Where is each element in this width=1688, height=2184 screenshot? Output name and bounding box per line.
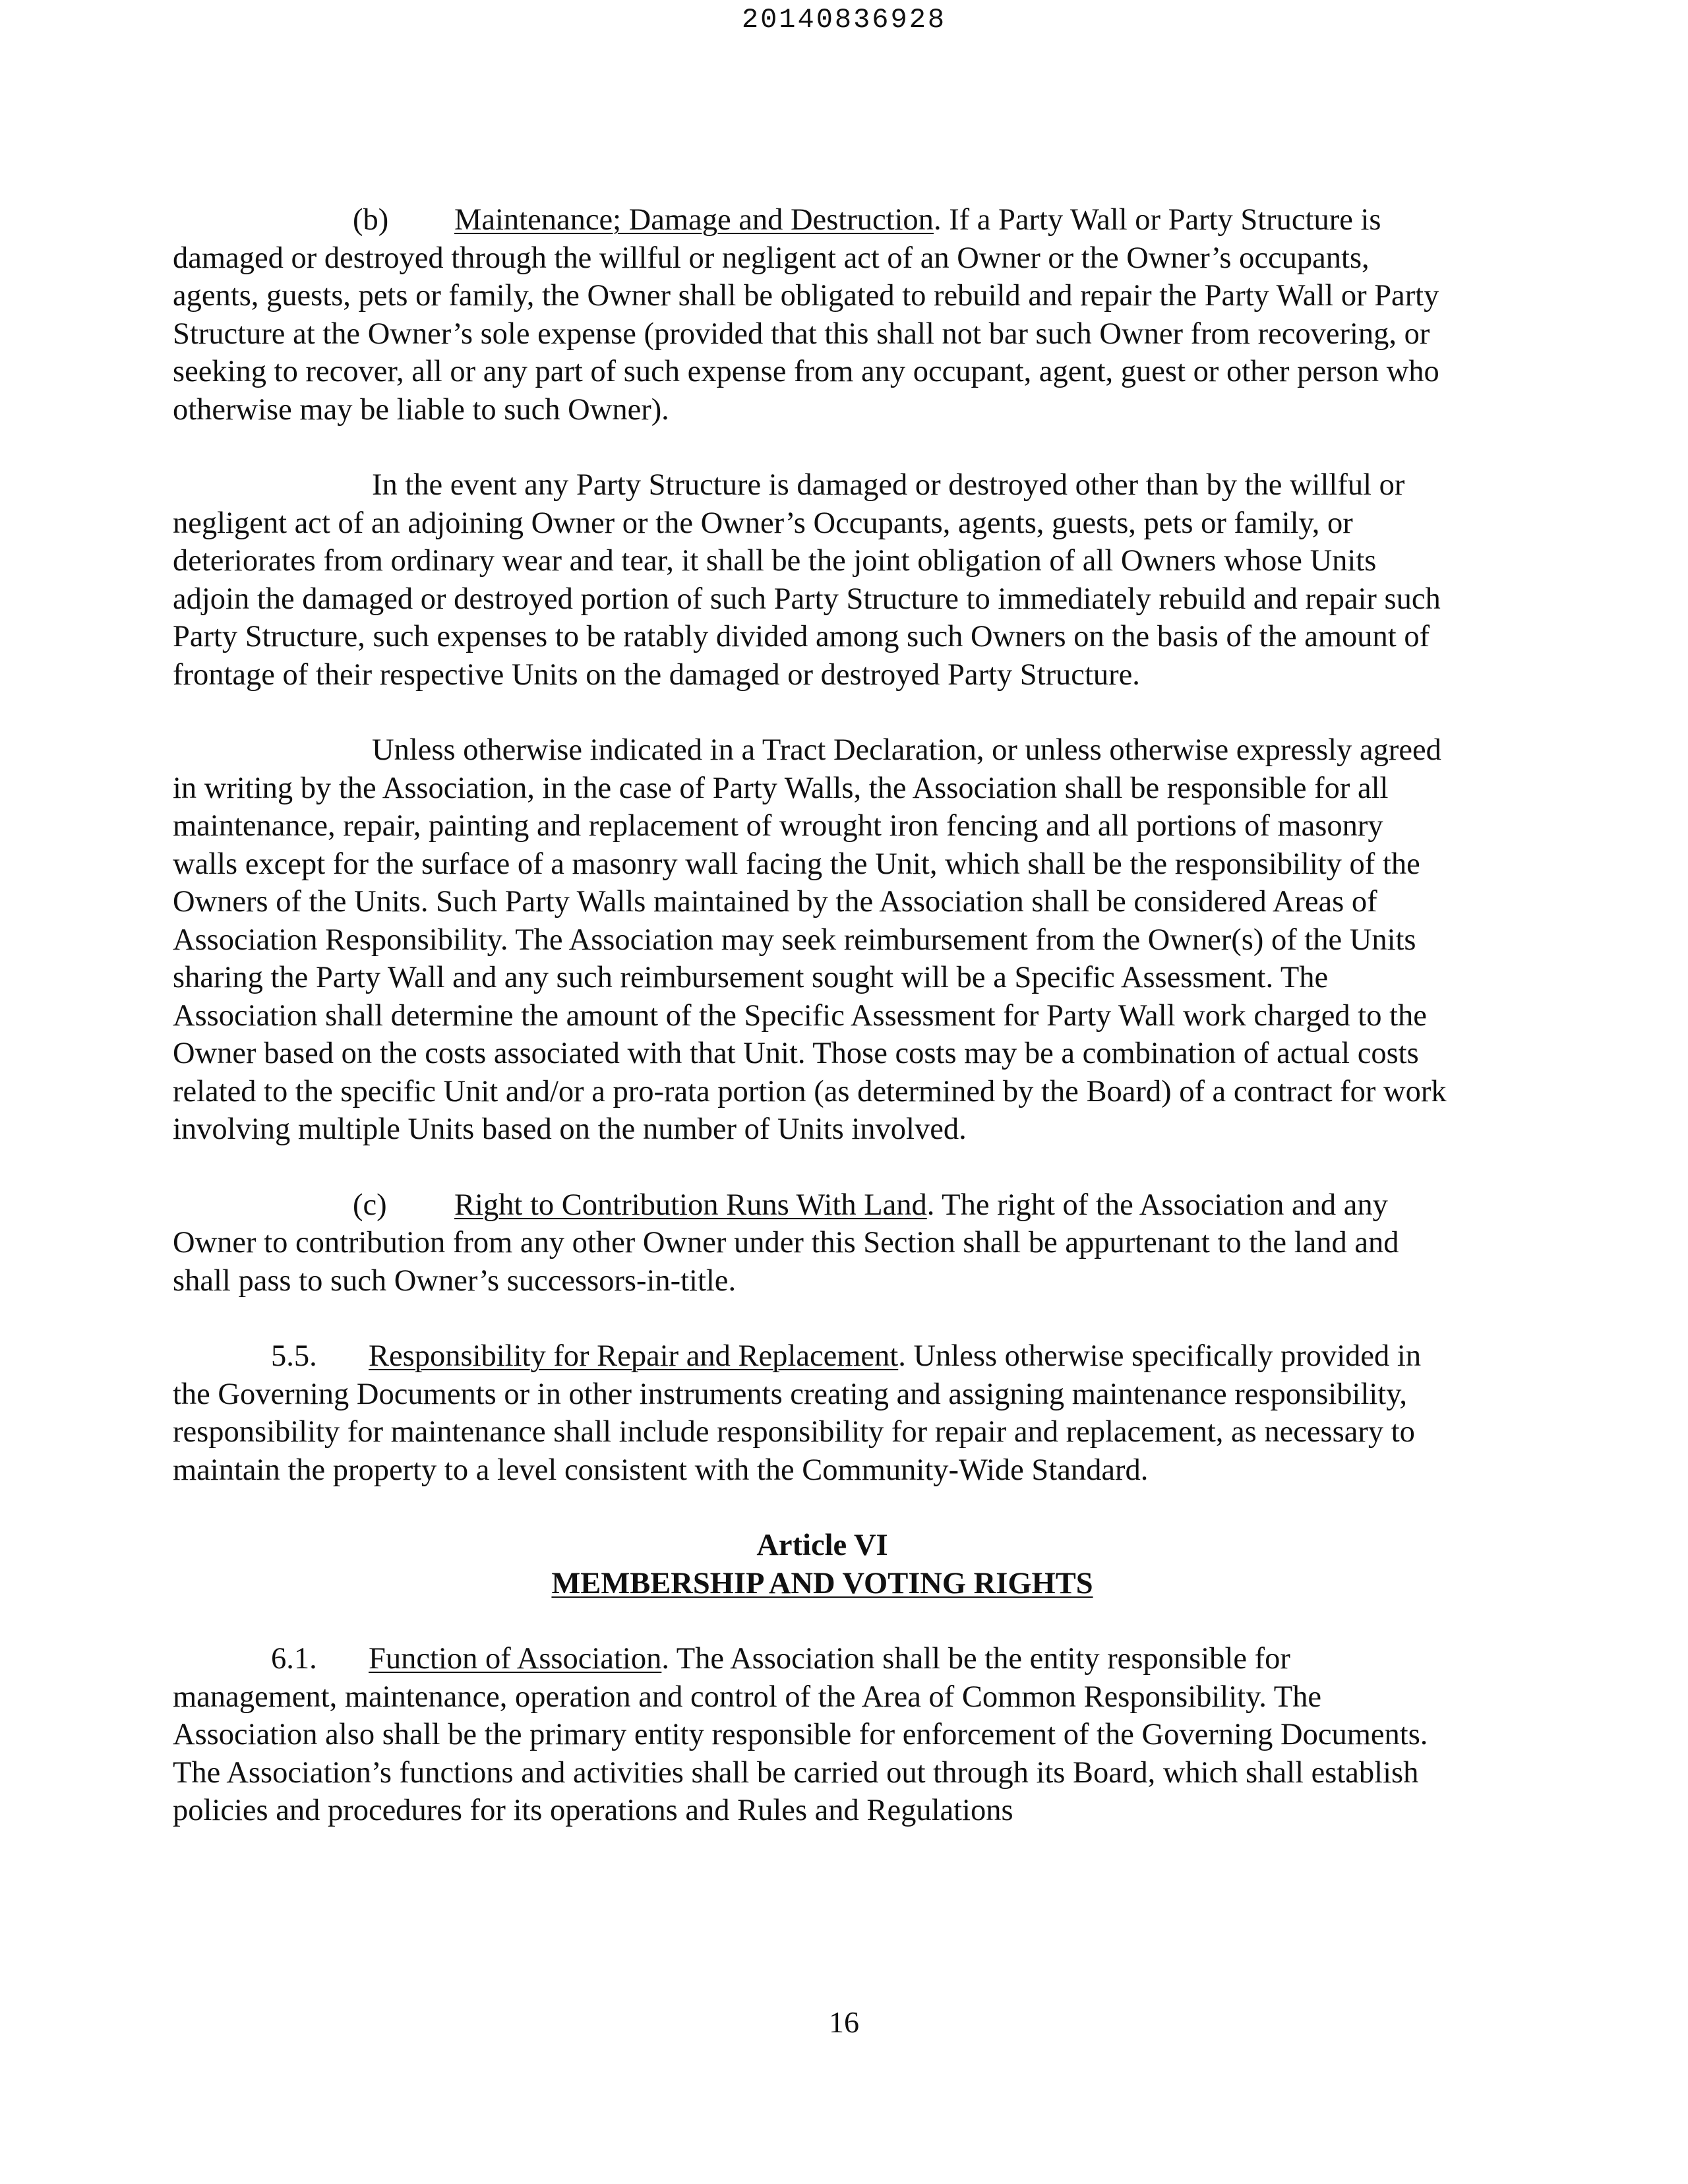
section-5-5-paragraph bbox=[173, 1337, 1452, 1489]
page-number: 16 bbox=[829, 2005, 859, 2039]
section-c-title: Right to Contribution Runs With Land bbox=[454, 1188, 927, 1222]
section-b-paragraph-3-text: Unless otherwise indicated in a Tract Declaration, or unless otherwise expressly agreed in writing by the Association, in the case of Party Walls, the Association shall be responsible for all maintenance, repair, painting and replacement of wrought iron fencing and all portions of masonry walls except for the surface of a masonry wall facing the Unit, which shall be the responsibility of the Owners of the Units. Such Party Walls maintained by the Association shall be considered Areas of Association Responsibility. The Association may seek reimbursement from the Owner(s) of the Units sharing the Party Wall and any such reimbursement sought will be a Specific Assessment. The Association shall determine the amount of the Specific Assessment for Party Wall work charged to the Owner based on the costs associated with that Unit. Those costs may be a combination of actual costs related to the specific Unit and/or a pro-rata portion (as determined by the Board) of a contract for work involving multiple Units based on the number of Units involved. bbox=[173, 733, 1447, 1146]
section-b-label: (b) bbox=[353, 203, 389, 237]
section-b-title: Maintenance; Damage and Destruction bbox=[454, 203, 934, 237]
section-6-1-text: . The Association shall be the entity responsible for management, maintenance, operation and control of the Area of Common Responsibility. The Association also shall be the primary entity responsible for enforcement of the Governing Documents. The Association’s functions and activities shall be carried out through its Board, which shall establish policies and procedures for its operations and Rules and Regulations bbox=[173, 1642, 1428, 1827]
article-label: Article VI bbox=[756, 1529, 888, 1562]
section-c-text: . The right of the Association and any Owner to contribution from any other Owner under this Section shall be appurtenant to the land and shall pass to such Owner’s successors-in-title. bbox=[173, 1188, 1399, 1298]
section-b-text: . If a Party Wall or Party Structure is damaged or destroyed through the willful or negligent act of an Owner or the Owner’s occupants, agents, guests, pets or family, the Owner shall be obligated to rebuild and repair the Party Wall or Party Structure at the Owner’s sole expense (provided that this shall not bar such Owner from recovering, or seeking to recover, all or any part of such expense from any occupant, agent, guest or other person who otherwise may be liable to such Owner). bbox=[173, 203, 1439, 427]
section-6-1-title: Function of Association bbox=[369, 1642, 662, 1676]
section-6-1-paragraph bbox=[173, 1640, 1452, 1830]
section-5-5-title: Responsibility for Repair and Replacement bbox=[369, 1339, 899, 1373]
document-number: 20140836928 bbox=[741, 4, 947, 36]
section-b-paragraph-2-text: In the event any Party Structure is damaged or destroyed other than by the willful or negligent act of an adjoining Owner or the Owner’s Occupants, agents, guests, pets or family, or deteriorates from ordinary wear and tear, it shall be the joint obligation of all Owners whose Units adjoin the damaged or destroyed portion of such Party Structure to immediately rebuild and repair such Party Structure, such expenses to be ratably divided among such Owners on the basis of the amount of frontage of their respective Units on the damaged or destroyed Party Structure. bbox=[173, 468, 1441, 692]
article-title: MEMBERSHIP AND VOTING RIGHTS bbox=[551, 1566, 1093, 1600]
body-text bbox=[173, 201, 1452, 1830]
section-b-paragraph-3 bbox=[173, 731, 1452, 1149]
section-c-paragraph bbox=[173, 1186, 1452, 1300]
section-5-5-number: 5.5. bbox=[271, 1339, 317, 1373]
article-heading bbox=[173, 1527, 1452, 1602]
section-b-paragraph bbox=[173, 201, 1452, 429]
section-5-5-text: . Unless otherwise specifically provided in the Governing Documents or in other instruments creating and assigning maintenance responsibility, responsibility for maintenance shall include responsibility for repair and replacement, as necessary to maintain the property to a level consistent with the Community-Wide Standard. bbox=[173, 1339, 1422, 1487]
section-6-1-number: 6.1. bbox=[271, 1642, 317, 1676]
section-b-paragraph-2 bbox=[173, 466, 1452, 694]
section-c-label: (c) bbox=[353, 1188, 387, 1222]
